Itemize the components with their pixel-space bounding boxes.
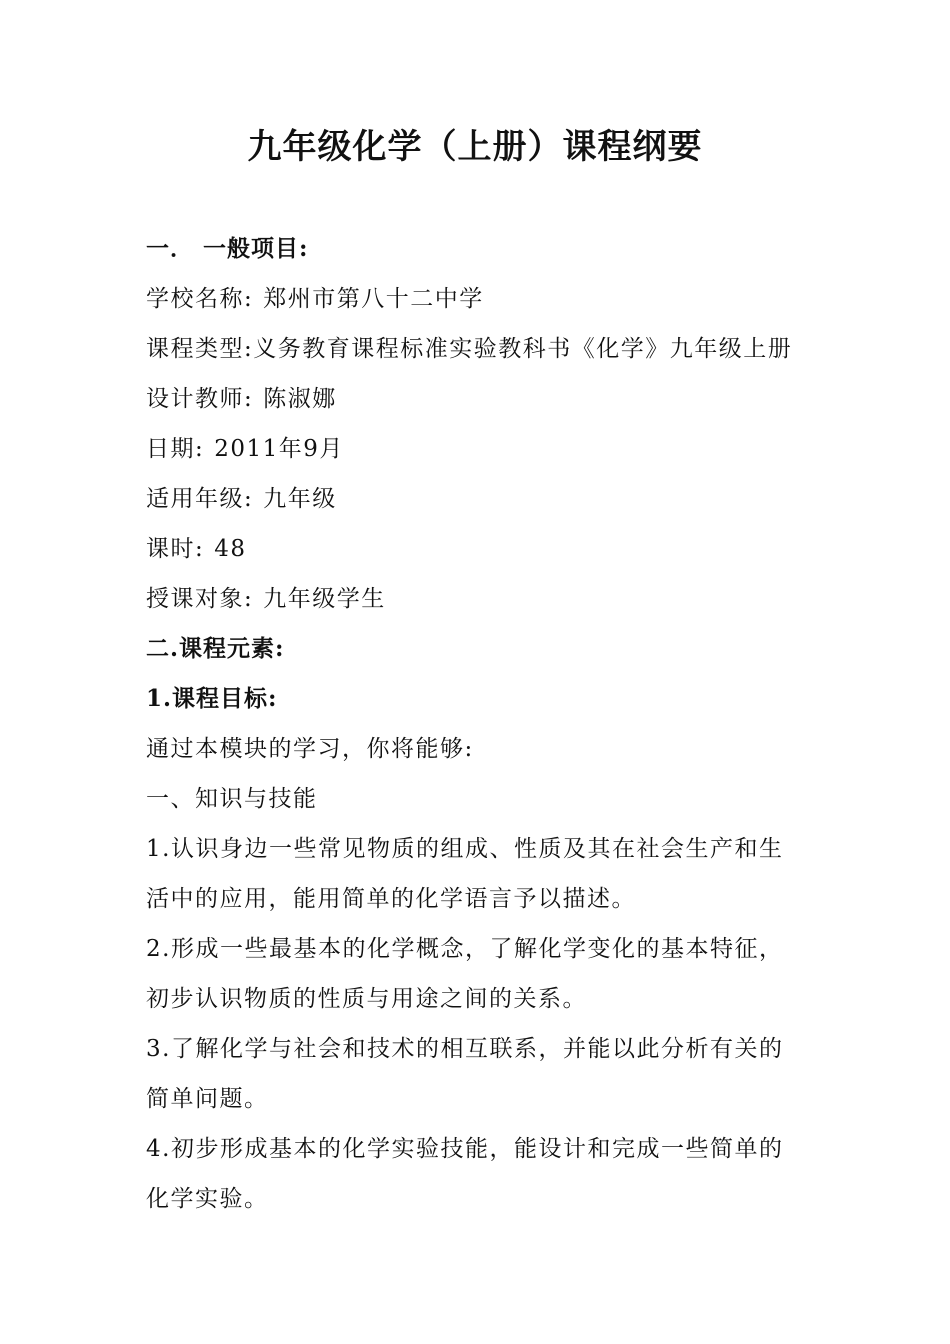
section-heading-elements: 二.课程元素: [146, 635, 285, 662]
field-hours-value: 48 [214, 536, 247, 562]
goal-3-line-1: 3.了解化学与社会和技术的相互联系，并能以此分析有关的 [146, 1036, 784, 1062]
goal-3-line-2: 简单问题。 [146, 1086, 269, 1112]
field-grade [146, 474, 816, 524]
field-audience-value: 九年级学生 [263, 586, 386, 612]
field-teacher [146, 374, 816, 424]
goal-4-line-1: 4.初步形成基本的化学实验技能，能设计和完成一些简单的 [146, 1136, 784, 1162]
field-school [146, 274, 816, 324]
field-teacher-value: 陈淑娜 [263, 386, 337, 412]
subheading-course-goals: 1.课程目标: [146, 685, 278, 712]
field-date-value: 2011年9月 [214, 436, 344, 462]
field-hours [146, 524, 816, 574]
field-grade-label: 适用年级: [146, 486, 254, 512]
field-course-type-value: 义务教育课程标准实验教科书《化学》九年级上册 [253, 336, 793, 362]
goal-2-line-1: 2.形成一些最基本的化学概念，了解化学变化的基本特征， [146, 936, 784, 962]
field-school-label: 学校名称: [146, 286, 254, 312]
goal-1-line-2: 活中的应用，能用简单的化学语言予以描述。 [146, 886, 636, 912]
goals-intro: 通过本模块的学习，你将能够: [146, 736, 474, 762]
goal-4-line-2: 化学实验。 [146, 1186, 269, 1212]
field-teacher-label: 设计教师: [146, 386, 254, 412]
field-date-label: 日期: [146, 436, 205, 462]
goal-1-line-1: 1.认识身边一些常见物质的组成、性质及其在社会生产和生 [146, 836, 784, 862]
field-course-type [146, 324, 816, 374]
page-title: 九年级化学（上册）课程纲要 [247, 127, 703, 167]
field-grade-value: 九年级 [263, 486, 337, 512]
field-hours-label: 课时: [146, 536, 205, 562]
goal-2-line-2: 初步认识物质的性质与用途之间的关系。 [146, 986, 587, 1012]
section-heading-general: 一． 一般项目: [146, 235, 309, 262]
goals-category-knowledge: 一、知识与技能 [146, 786, 318, 812]
field-course-type-label: 课程类型: [146, 336, 254, 362]
field-audience [146, 574, 816, 624]
field-audience-label: 授课对象: [146, 586, 254, 612]
field-date [146, 424, 816, 474]
field-school-value: 郑州市第八十二中学 [263, 286, 484, 312]
document-body [146, 224, 816, 1224]
